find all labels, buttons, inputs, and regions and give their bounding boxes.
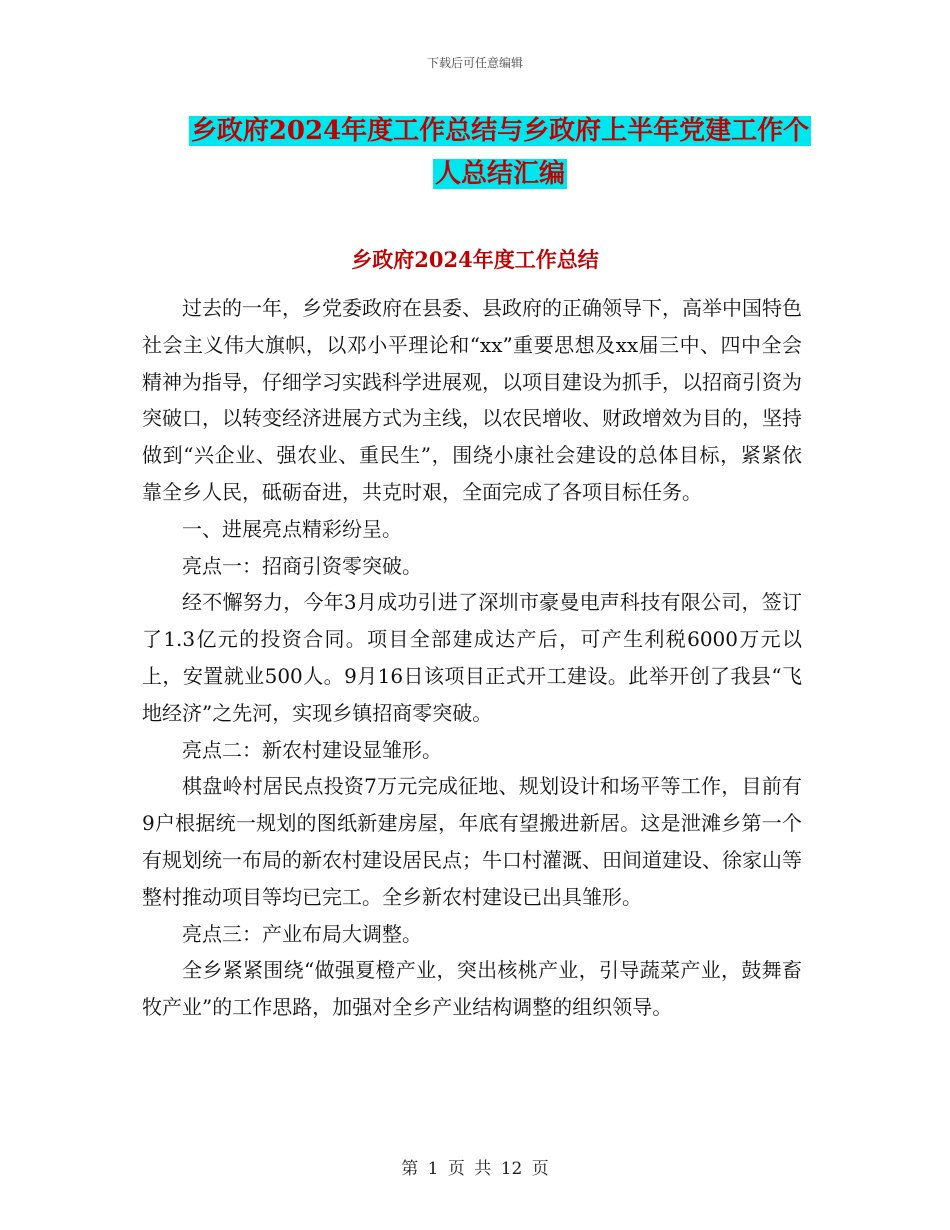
section-title: 乡政府2024年度工作总结 (351, 247, 599, 272)
paragraph: 全乡紧紧围绕“做强夏橙产业，突出核桃产业，引导蔬菜产业，鼓舞畜牧产业”的工作思路，加强对全乡产业结构调整的组织领导。 (142, 958, 802, 1020)
paragraph: 经不懈努力，今年3月成功引进了深圳市豪曼电声科技有限公司，签订了1.3亿元的投资合同。项目全部建成达产后，可产生利税6000万元以上，安置就业500人。9月16日该项目正式开工建设。此举开创了我县“飞地经济”之先河，实现乡镇招商零突破。 (142, 590, 802, 725)
document-title (140, 110, 860, 196)
header-note: 下载后可任意编辑 (426, 56, 523, 70)
paragraph: 亮点二：新农村建设显雏形。 (182, 737, 442, 762)
page-footer: 第 1 页 共 12 页 (401, 1159, 549, 1179)
document-title-line-2: 人总结汇编 (434, 159, 565, 189)
paragraph: 亮点三：产业布局大调整。 (182, 921, 422, 946)
paragraph: 一、进展亮点精彩纷呈。 (182, 516, 402, 541)
paragraph: 过去的一年，乡党委政府在县委、县政府的正确领导下，高举中国特色社会主义伟大旗帜，以邓小平理论和“xx”重要思想及xx届三中、四中全会精神为指导，仔细学习实践科学进展观，以项目建设为抓手，以招商引资为突破口，以转变经济进展方式为主线，以农民增收、财政增效为目的，坚持做到“兴企业、强农业、重民生”，围绕小康社会建设的总体目标，紧紧依靠全乡人民，砥砺奋进，共克时艰，全面完成了各项目标任务。 (142, 296, 802, 504)
paragraph: 棋盘岭村居民点投资7万元完成征地、规划设计和场平等工作，目前有9户根据统一规划的图纸新建房屋，年底有望搬进新居。这是泄滩乡第一个有规划统一布局的新农村建设居民点；牛口村灌溉、田间道建设、徐家山等整村推动项目等均已完工。全乡新农村建设已出具雏形。 (142, 774, 802, 909)
paragraph: 亮点一：招商引资零突破。 (182, 553, 422, 578)
document-title-line-1: 乡政府2024年度工作总结与乡政府上半年党建工作个 (190, 116, 810, 146)
document-body (142, 290, 802, 1026)
